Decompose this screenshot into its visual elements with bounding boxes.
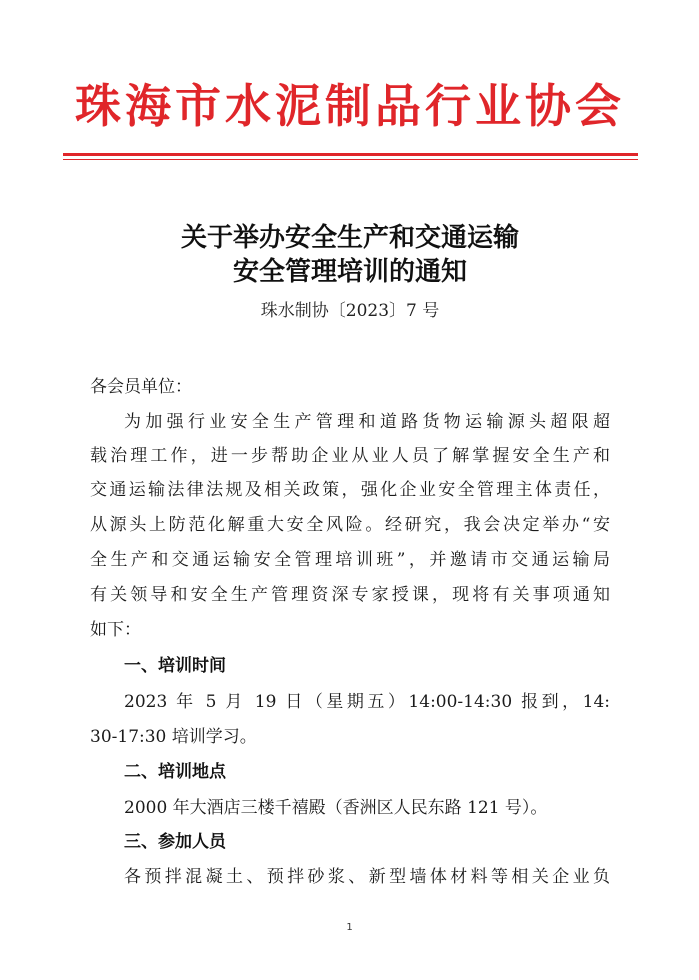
section-heading-participants: 三、参加人员 (124, 832, 226, 852)
intro-line: 有关领导和安全生产管理资深专家授课，现将有关事项通知 (90, 585, 610, 605)
intro-line: 如下： (90, 620, 141, 640)
notice-title-line1: 关于举办安全生产和交通运输 (180, 223, 519, 253)
section-time-line: 2023 年 5 月 19 日（星期五）14:00-14:30 报到，14: (124, 692, 610, 712)
intro-line: 为加强行业安全生产管理和道路货物运输源头超限超 (124, 412, 610, 432)
section-heading-time: 一、培训时间 (124, 656, 226, 676)
page-number: 1 (346, 922, 353, 933)
intro-line: 交通运输法律法规及相关政策，强化企业安全管理主体责任， (90, 480, 610, 500)
header-rule-thick (63, 153, 638, 156)
header-rule-thin (63, 159, 638, 160)
notice-title-line2: 安全管理培训的通知 (232, 257, 467, 287)
intro-line: 从源头上防范化解重大安全风险。经研究，我会决定举办“安 (90, 515, 610, 535)
intro-line: 载治理工作，进一步帮助企业从业人员了解掌握安全生产和 (90, 446, 610, 466)
organization-header: 珠海市水泥制品行业协会 (75, 79, 625, 133)
section-heading-location: 二、培训地点 (124, 762, 226, 782)
section-time-line: 30-17:30 培训学习。 (90, 727, 257, 747)
section-participants-line: 各预拌混凝土、预拌砂浆、新型墙体材料等相关企业负 (124, 867, 610, 887)
intro-line: 全生产和交通运输安全管理培训班”，并邀请市交通运输局 (90, 550, 610, 570)
document-number: 珠水制协〔2023〕7 号 (260, 301, 440, 321)
salutation: 各会员单位： (90, 377, 192, 397)
section-location-line: 2000 年大酒店三楼千禧殿（香洲区人民东路 121 号）。 (124, 798, 548, 818)
